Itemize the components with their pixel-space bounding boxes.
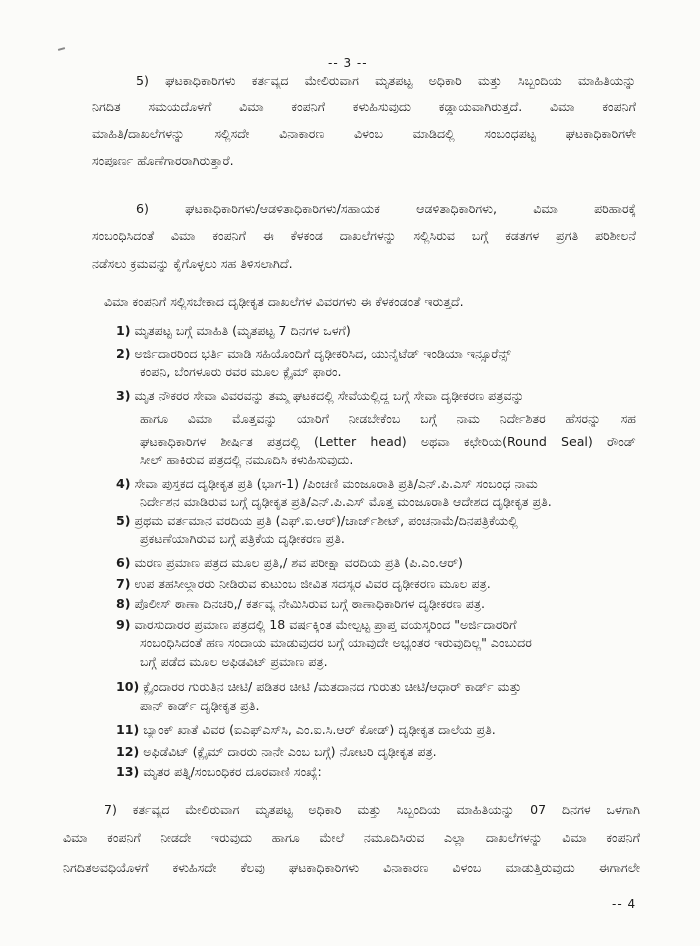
list-item-5-cont: ಪ್ರಕಟಣೆಯಾಗಿರುವ ಬಗ್ಗೆ ಪತ್ರಿಕೆಯ ದೃಢೀಕರಣ ಪ್ರತಿ. <box>140 531 345 546</box>
para5-line-4: ಸಂಪೂರ್ಣ ಹೊಣೆಗಾರರಾಗಿರುತ್ತಾರೆ. <box>92 153 234 168</box>
para6-line-3: ನಡೆಸಲು ಕ್ರಮವನ್ನು ಕೈಗೊಳ್ಳಲು ಸಹ ತಿಳಿಸಲಾಗಿದೆ. <box>92 256 293 271</box>
item-number: 1) <box>116 323 131 338</box>
item-number: 10) <box>116 679 140 694</box>
list-item-11 <box>116 722 496 738</box>
list-item-3-cont-1: ಹಾಗೂ ವಿಮಾ ಮೊತ್ತವನ್ನು ಯಾರಿಗೆ ನೀಡಬೇಕೆಂಬ ಬಗ್ಗೆ ನಾಮ ನಿರ್ದೇಶಿತರ ಹೆಸರನ್ನು ಸಹ <box>140 411 636 426</box>
next-page-marker: -- 4 <box>612 897 637 911</box>
list-item-7 <box>116 576 491 592</box>
list-item-9-cont-2: ಬಗ್ಗೆ ಪಡೆದ ಮೂಲ ಅಫಿಡವಿಟ್ ಪ್ರಮಾಣ ಪತ್ರ. <box>140 654 328 669</box>
list-item-12 <box>116 744 437 760</box>
documents-heading-text: ವಿಮಾ ಕಂಪನಿಗೆ ಸಲ್ಲಿಸಬೇಕಾದ ದೃಢೀಕೃತ ದಾಖಲೆಗಳ ವಿವರಗಳು ಈ ಕೆಳಕಂಡಂತೆ ಇರುತ್ತದೆ. <box>104 294 464 309</box>
list-item-5 <box>116 513 518 529</box>
list-item-1 <box>116 323 351 339</box>
item-text: ಅಫಿಡೆವಿಟ್ (ಕ್ಲೈಮ್ ದಾರರು ನಾನೇ ಎಂಬ ಬಗ್ಗೆ) ನೋಟರಿ ದೃಢೀಕೃತ ಪತ್ರ. <box>143 744 437 759</box>
list-item-13 <box>116 764 322 780</box>
para6-line-2: ಸಂಬಂಧಿಸಿದಂತೆ ವಿಮಾ ಕಂಪನಿಗೆ ಈ ಕೆಳಕಂಡ ದಾಖಲೆಗಳನ್ನು ಸಲ್ಲಿಸಿರುವ ಬಗ್ಗೆ ಕಡತಗಳ ಪ್ರಗತಿ ಪರಿಶೀಲನೆ <box>92 228 636 243</box>
list-item-4-cont: ನಿರ್ದೇಶನ ಮಾಡಿರುವ ಬಗ್ಗೆ ದೃಢೀಕೃತ ಪ್ರತಿ/ಎನ್.ಪಿ.ಎಸ್ ಮೊತ್ತ ಮಂಜೂರಾತಿ ಆದೇಶದ ದೃಢೀಕೃತ ಪ್ರತಿ. <box>140 494 552 509</box>
item-text: ಉಪ ತಹಸೀಲ್ದಾರರು ನೀಡಿರುವ ಕುಟುಂಬ ಜೀವಿತ ಸದಸ್ಯರ ವಿವರ ದೃಢೀಕರಣ ಮೂಲ ಪತ್ರ. <box>134 576 491 591</box>
para7-line-2 <box>63 830 640 846</box>
scan-mark <box>58 47 65 51</box>
item-number: 13) <box>116 764 140 779</box>
para5-line-3: ಮಾಹಿತಿ/ದಾಖಲೆಗಳನ್ನು ಸಲ್ಲಿಸದೇ ವಿನಾಕಾರಣ ವಿಳಂಬ ಮಾಡಿದಲ್ಲಿ ಸಂಬಂಧಪಟ್ಟ ಘಟಕಾಧಿಕಾರಿಗಳೇ <box>92 126 636 141</box>
item-number: 3) <box>116 388 131 403</box>
item-text: ಮೃತ ನೌಕರರ ಸೇವಾ ವಿವರವನ್ನು ತಮ್ಮ ಘಟಕದಲ್ಲಿ ಸೇವೆಯಲ್ಲಿದ್ದ ಬಗ್ಗೆ ಸೇವಾ ದೃಢೀಕರಣ ಪತ್ರವನ್ನು <box>134 388 525 403</box>
list-item-10-cont: ಪಾನ್ ಕಾರ್ಡ್ ದೃಢೀಕೃತ ಪ್ರತಿ. <box>140 698 260 713</box>
list-item-3-cont-2: ಘಟಕಾಧಿಕಾರಿಗಳ ಶೀರ್ಷಿತ ಪತ್ರದಲ್ಲಿ (Letter head) ಅಥವಾ ಕಛೇರಿಯ(Round Seal) ರೌಂಡ್ <box>140 434 636 449</box>
list-item-10 <box>116 679 521 695</box>
list-item-2 <box>116 346 511 362</box>
item-number: 7) <box>116 576 131 591</box>
list-item-9 <box>116 617 517 633</box>
item-number: 11) <box>116 722 140 737</box>
item-text: ಮೃತಪಟ್ಟ ಬಗ್ಗೆ ಮಾಹಿತಿ (ಮೃತಪಟ್ಟ 7 ದಿನಗಳ ಒಳಗೆ) <box>134 323 351 338</box>
para5-line-1: 5) ಘಟಕಾಧಿಕಾರಿಗಳು ಕರ್ತವ್ಯದ ಮೇಲಿರುವಾಗ ಮೃತಪಟ್ಟ ಅಧಿಕಾರಿ ಮತ್ತು ಸಿಬ್ಬಂದಿಯ ಮಾಹಿತಿಯನ್ನು <box>136 73 636 88</box>
para7-line-3-text: ನಿಗದಿತಅವಧಿಯೊಳಗೆ ಕಳುಹಿಸದೇ ಕೆಲವು ಘಟಕಾಧಿಕಾರಿಗಳು ವಿನಾಕಾರಣ ವಿಳಂಬ ಮಾಡುತ್ತಿರುವುದು ಈಗಾಗಲೇ <box>63 860 640 875</box>
para5-line-2: ನಿಗದಿತ ಸಮಯದೊಳಗೆ ವಿಮಾ ಕಂಪನಿಗೆ ಕಳುಹಿಸುವುದು ಕಡ್ಡಾಯವಾಗಿರುತ್ತದೆ. ವಿಮಾ ಕಂಪನಿಗೆ <box>92 99 636 114</box>
item-text: ಮೃತರ ಪತ್ನಿ/ಸಂಬಂಧಿಕರ ದೂರವಾಣಿ ಸಂಖ್ಯೆ: <box>143 764 322 779</box>
documents-heading <box>104 294 464 310</box>
para6-line-1: 6) ಘಟಕಾಧಿಕಾರಿಗಳು/ಆಡಳಿತಾಧಿಕಾರಿಗಳು/ಸಹಾಯಕ ಆಡಳಿತಾಧಿಕಾರಿಗಳು, ವಿಮಾ ಪರಿಹಾರಕ್ಕೆ <box>136 201 636 216</box>
list-item-4 <box>116 476 538 492</box>
item-number: 8) <box>116 596 131 611</box>
item-number: 9) <box>116 617 131 632</box>
item-text: ವಾರಸುದಾರರ ಪ್ರಮಾಣ ಪತ್ರದಲ್ಲಿ 18 ವರ್ಷಕ್ಕಿಂತ ಮೇಲ್ಪಟ್ಟ ಪ್ರಾಪ್ತ ವಯಸ್ಕರಿಂದ "ಅರ್ಜಿದಾರರಿಗೆ <box>134 617 517 632</box>
item-text: ಅರ್ಜಿದಾರರಿಂದ ಭರ್ತಿ ಮಾಡಿ ಸಹಿಯೊಂದಿಗೆ ದೃಢೀಕರಿಸಿದ, ಯುನೈಟೆಡ್ ಇಂಡಿಯಾ ಇನ್ಸೂರೆನ್ಸ್ <box>134 346 511 361</box>
list-item-3 <box>116 388 524 404</box>
list-item-2-cont: ಕಂಪನಿ, ಬೆಂಗಳೂರು ರವರ ಮೂಲ ಕ್ಲೈಮ್ ಫಾರಂ. <box>140 364 342 379</box>
para7-line-2-text: ವಿಮಾ ಕಂಪನಿಗೆ ನೀಡದೇ ಇರುವುದು ಹಾಗೂ ಮೇಲೆ ನಮೂದಿಸಿರುವ ಎಲ್ಲಾ ದಾಖಲೆಗಳನ್ನು ವಿಮಾ ಕಂಪನಿಗೆ <box>63 830 640 845</box>
item-number: 6) <box>116 555 131 570</box>
para7-line-1 <box>104 802 640 818</box>
item-number: 2) <box>116 346 131 361</box>
para7-line-1-text: 7) ಕರ್ತವ್ಯದ ಮೇಲಿರುವಾಗ ಮೃತಪಟ್ಟ ಅಧಿಕಾರಿ ಮತ್ತು ಸಿಬ್ಬಂದಿಯ ಮಾಹಿತಿಯನ್ನು 07 ದಿನಗಳ ಒಳಗಾಗಿ <box>104 802 640 817</box>
item-text: ಮರಣ ಪ್ರಮಾಣ ಪತ್ರದ ಮೂಲ ಪ್ರತಿ,/ ಶವ ಪರೀಕ್ಷಾ ವರದಿಯ ಪ್ರತಿ (ಪಿ.ಎಂ.ಆರ್) <box>134 555 463 570</box>
item-number: 12) <box>116 744 140 759</box>
item-number: 4) <box>116 476 131 491</box>
item-text: ಪೊಲೀಸ್ ಠಾಣಾ ದಿನಚರಿ,/ ಕರ್ತವ್ಯ ನೇಮಿಸಿರುವ ಬಗ್ಗೆ ಠಾಣಾಧಿಕಾರಿಗಳ ದೃಢೀಕರಣ ಪತ್ರ. <box>134 596 486 611</box>
item-text: ಬ್ಯಾಂಕ್ ಖಾತೆ ವಿವರ (ಐಎಫ್‌ಎಸ್‌ಸಿ, ಎಂ.ಐ.ಸಿ.ಆರ್ ಕೋಡ್) ದೃಢೀಕೃತ ದಾಲೆಯ ಪ್ರತಿ. <box>143 722 496 737</box>
item-text: ಸೇವಾ ಪುಸ್ತಕದ ದೃಢೀಕೃತ ಪ್ರತಿ (ಭಾಗ-1) /ಪಿಂಚಣಿ ಮಂಜೂರಾತಿ ಪ್ರತಿ/ಎನ್.ಪಿ.ಎಸ್ ಸಂಬಂಧ ನಾಮ <box>134 476 538 491</box>
list-item-6 <box>116 555 463 571</box>
list-item-8 <box>116 596 485 612</box>
item-text: ಕ್ಲೈಂದಾರರ ಗುರುತಿನ ಚೀಟಿ/ ಪಡಿತರ ಚೀಟಿ /ಮತದಾನದ ಗುರುತು ಚೀಟಿ/ಆಧಾರ್ ಕಾರ್ಡ್ ಮತ್ತು <box>143 679 522 694</box>
list-item-3-cont-3: ಸೀಲ್ ಹಾಕಿರುವ ಪತ್ರದಲ್ಲಿ ನಮೂದಿಸಿ ಕಳುಹಿಸುವುದು. <box>140 452 354 467</box>
page-number: -- 3 -- <box>328 56 368 70</box>
item-text: ಪ್ರಥಮ ವರ್ತಮಾನ ವರದಿಯ ಪ್ರತಿ (ಎಫ್.ಐ.ಆರ್)/ಚಾರ್ಜ್‌ಶೀಟ್, ಪಂಚನಾಮೆ/ದಿನಪತ್ರಿಕೆಯಲ್ಲಿ <box>134 513 518 528</box>
para7-line-3 <box>63 860 640 876</box>
list-item-9-cont-1: ಸಂಬಂಧಿಸಿದಂತೆ ಹಣ ಸಂದಾಯ ಮಾಡುವುದರ ಬಗ್ಗೆ ಯಾವುದೇ ಅಭ್ಯಂತರ ಇರುವುದಿಲ್ಲ" ಎಂಬುದರ <box>140 635 532 650</box>
item-number: 5) <box>116 513 131 528</box>
